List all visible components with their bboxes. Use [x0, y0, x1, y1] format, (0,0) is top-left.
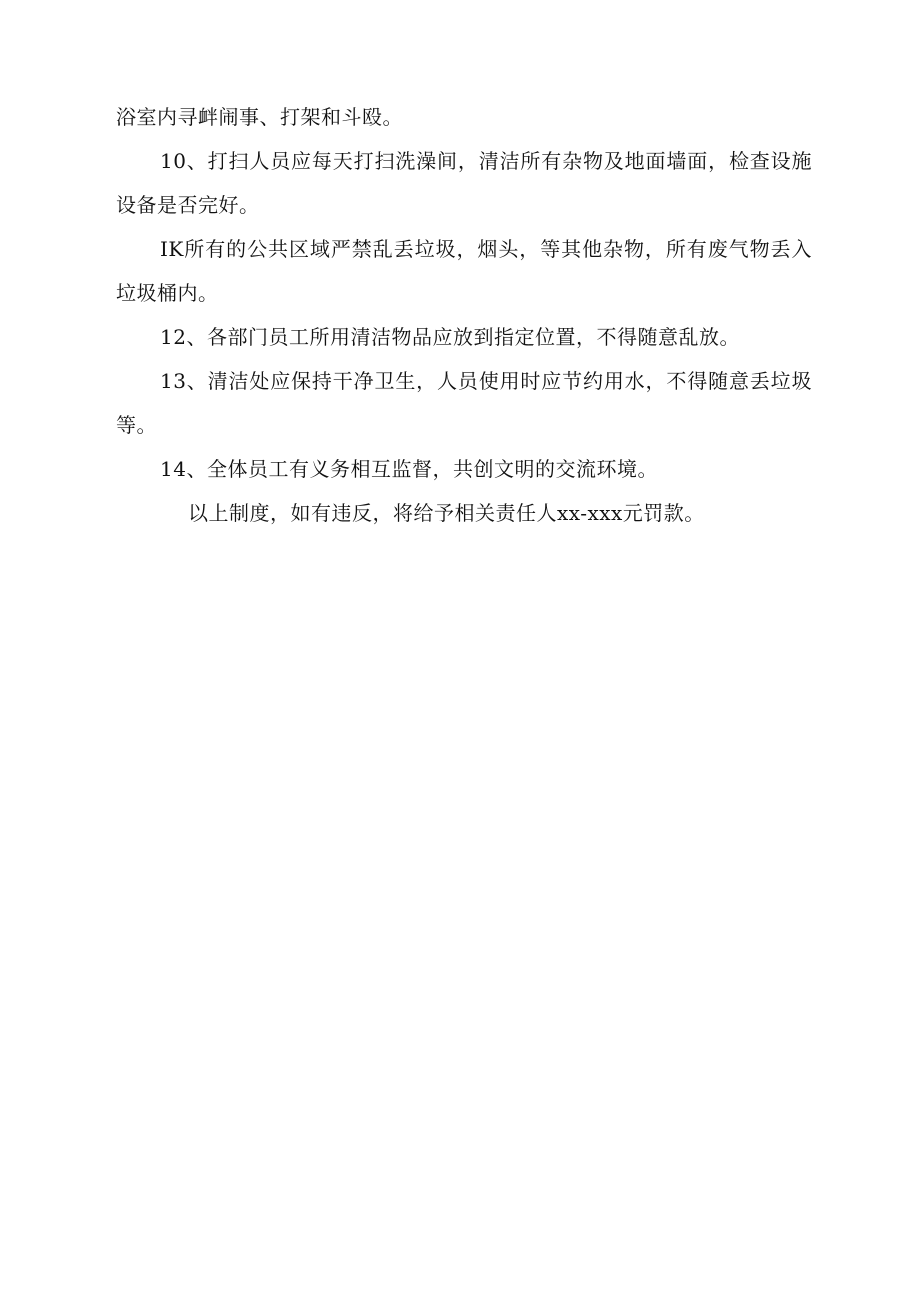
- document-body: [116, 95, 812, 535]
- paragraph-continuation: 浴室内寻衅闹事、打架和斗殴。: [116, 105, 403, 129]
- paragraph-rule-14: 14、全体员工有义务相互监督，共创文明的交流环境。: [160, 457, 658, 481]
- paragraph-rule-13: 13、清洁处应保持干净卫生，人员使用时应节约用水，不得随意丢垃圾等。: [116, 369, 812, 437]
- paragraph-rule-11: IK所有的公共区域严禁乱丢垃圾，烟头，等其他杂物，所有废气物丢入垃圾桶内。: [116, 237, 812, 305]
- paragraph-closing-penalty: 以上制度，如有违反，将给予相关责任人xx-xxx元罚款。: [188, 501, 705, 525]
- paragraph-rule-10: 10、打扫人员应每天打扫洗澡间，清洁所有杂物及地面墙面，检查设施设备是否完好。: [116, 149, 812, 217]
- paragraph-rule-12: 12、各部门员工所用清洁物品应放到指定位置，不得随意乱放。: [160, 325, 740, 349]
